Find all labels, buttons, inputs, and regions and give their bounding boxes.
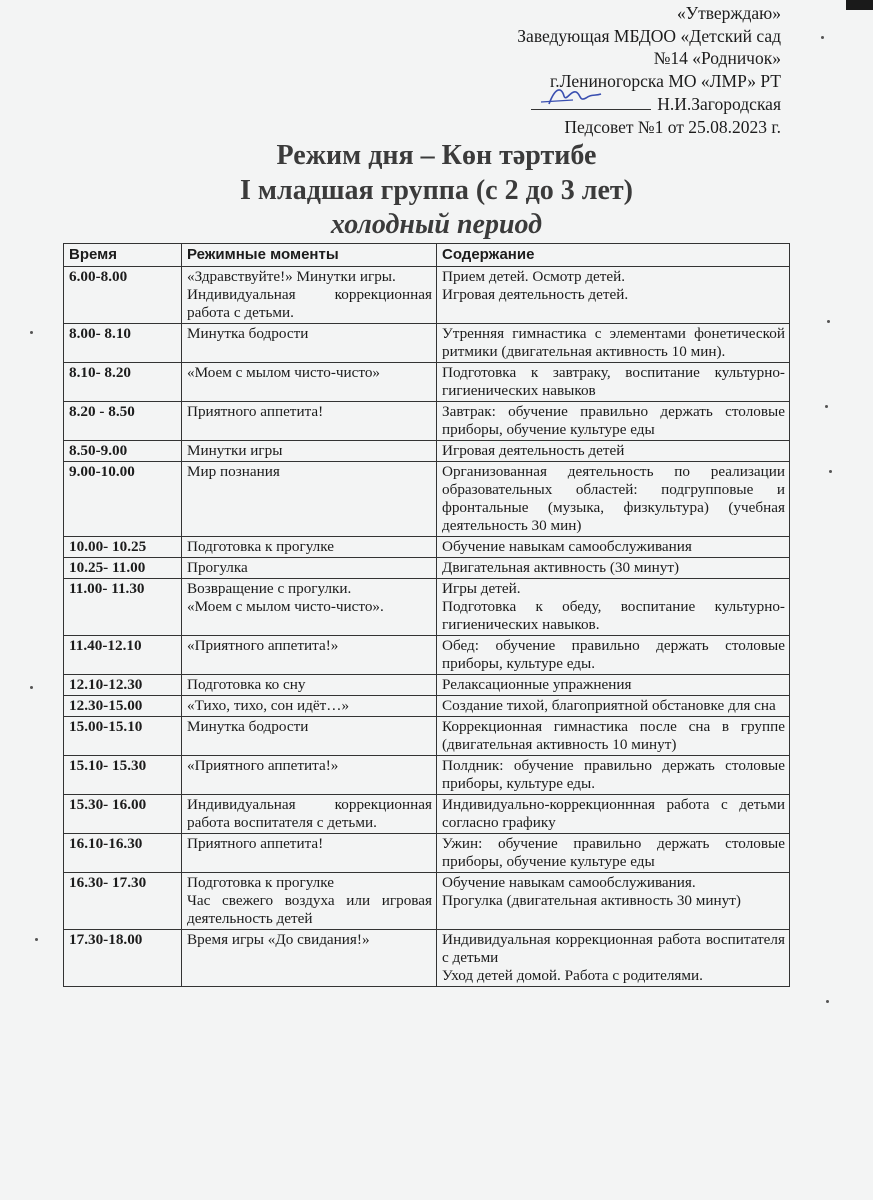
- table-row: [64, 636, 790, 675]
- time-cell: 8.20 - 8.50: [64, 402, 182, 441]
- time-cell: 6.00-8.00: [64, 267, 182, 324]
- moment-cell-line: «Здравствуйте!» Минутки игры.: [187, 268, 396, 285]
- moment-cell-line: Приятного аппетита!: [187, 403, 324, 420]
- moment-cell: [182, 537, 437, 558]
- content-cell-line: Подготовка к обеду, воспитание культурно-гигиенических навыков.: [442, 598, 785, 633]
- table-row: [64, 363, 790, 402]
- moment-cell-line: Индивидуальная коррекционная работа воспитателя с детьми.: [187, 796, 432, 831]
- time-cell: 11.40-12.10: [64, 636, 182, 675]
- approval-block: [517, 2, 781, 138]
- moment-cell-line: Подготовка ко сну: [187, 676, 306, 693]
- signatory-name: Н.И.Загородская: [657, 94, 781, 114]
- table-row: [64, 696, 790, 717]
- table-header-row: [64, 244, 790, 267]
- time-cell: 16.10-16.30: [64, 834, 182, 873]
- table-row: [64, 267, 790, 324]
- content-cell-line: Подготовка к завтраку, воспитание культурно-гигиенических навыков: [442, 364, 785, 399]
- moment-cell-line: Индивидуальная коррекционная работа с детьми.: [187, 286, 432, 321]
- table-row: [64, 537, 790, 558]
- column-header-time: Время: [64, 244, 182, 267]
- page-title: Режим дня – Көн тәртибе: [276, 140, 597, 171]
- table-row: [64, 873, 790, 930]
- content-cell: [437, 462, 790, 537]
- table-row: [64, 558, 790, 579]
- content-cell: [437, 441, 790, 462]
- moment-cell-line: «Приятного аппетита!»: [187, 637, 339, 654]
- period-title: холодный период: [330, 209, 543, 240]
- moment-cell: [182, 834, 437, 873]
- moment-cell-line: Мир познания: [187, 463, 280, 480]
- table-row: [64, 402, 790, 441]
- time-cell: 15.10- 15.30: [64, 756, 182, 795]
- time-cell: 10.00- 10.25: [64, 537, 182, 558]
- moment-cell: [182, 363, 437, 402]
- content-cell-line: Прогулка (двигательная активность 30 минут): [442, 892, 741, 909]
- moment-cell-line: «Моем с мылом чисто-чисто».: [187, 598, 384, 615]
- approval-signature-line: [517, 92, 781, 116]
- content-cell: [437, 267, 790, 324]
- moment-cell: [182, 402, 437, 441]
- time-cell: 8.00- 8.10: [64, 324, 182, 363]
- moment-cell: [182, 795, 437, 834]
- moment-cell: [182, 930, 437, 987]
- table-row: [64, 756, 790, 795]
- table-row: [64, 834, 790, 873]
- content-cell-line: Обучение навыкам самообслуживания.: [442, 874, 696, 891]
- time-cell: 10.25- 11.00: [64, 558, 182, 579]
- content-cell: [437, 579, 790, 636]
- content-cell-line: Игровая деятельность детей: [442, 442, 625, 459]
- moment-cell-line: Время игры «До свидания!»: [187, 931, 370, 948]
- schedule-table: [63, 243, 790, 987]
- signature-underline: [531, 92, 651, 110]
- content-cell: [437, 717, 790, 756]
- table-row: [64, 930, 790, 987]
- time-cell: 15.00-15.10: [64, 717, 182, 756]
- time-cell: 11.00- 11.30: [64, 579, 182, 636]
- moment-cell-line: Прогулка: [187, 559, 248, 576]
- moment-cell-line: Подготовка к прогулке: [187, 874, 334, 891]
- content-cell-line: Создание тихой, благоприятной обстановке для сна: [442, 697, 776, 714]
- moment-cell-line: «Моем с мылом чисто-чисто»: [187, 364, 381, 381]
- content-cell-line: Коррекционная гимнастика после сна в группе (двигательная активность 10 минут): [442, 718, 785, 753]
- table-row: [64, 675, 790, 696]
- moment-cell: [182, 873, 437, 930]
- table-row: [64, 717, 790, 756]
- content-cell-line: Организованная деятельность по реализации образовательных областей: подгрупповые и фронтальные (музыка, физкультура) (учебная деятельность 30 мин): [442, 463, 785, 534]
- content-cell-line: Утренняя гимнастика с элементами фонетической ритмики (двигательная активность 10 мин).: [442, 325, 785, 360]
- content-cell: [437, 873, 790, 930]
- moment-cell-line: «Приятного аппетита!»: [187, 757, 339, 774]
- content-cell-line: Полдник: обучение правильно держать столовые приборы, культуре еды.: [442, 757, 785, 792]
- scan-corner-mark: [846, 0, 873, 10]
- content-cell-line: Индивидуально-коррекционнная работа с детьми согласно графику: [442, 796, 785, 831]
- table-row: [64, 462, 790, 537]
- moment-cell: [182, 441, 437, 462]
- table-row: [64, 579, 790, 636]
- time-cell: 8.50-9.00: [64, 441, 182, 462]
- content-cell: [437, 930, 790, 987]
- moment-cell-line: Минутка бодрости: [187, 718, 309, 735]
- moment-cell: [182, 636, 437, 675]
- table-row: [64, 324, 790, 363]
- approval-council: Педсовет №1 от 25.08.2023 г.: [564, 116, 781, 137]
- time-cell: 17.30-18.00: [64, 930, 182, 987]
- content-cell-line: Прием детей. Осмотр детей.: [442, 268, 626, 285]
- moment-cell-line: Подготовка к прогулке: [187, 538, 334, 555]
- content-cell: [437, 558, 790, 579]
- column-header-content: Содержание: [437, 244, 790, 267]
- moment-cell: [182, 558, 437, 579]
- group-title: I младшая группа (с 2 до 3 лет): [240, 175, 633, 206]
- content-cell-line: Обучение навыкам самообслуживания: [442, 538, 692, 555]
- content-cell-line: Завтрак: обучение правильно держать столовые приборы, обучение культуре еды: [442, 403, 785, 438]
- moment-cell-line: Час свежего воздуха или игровая деятельность детей: [187, 892, 432, 927]
- content-cell-line: Уход детей домой. Работа с родителями.: [442, 967, 703, 984]
- handwritten-signature: [531, 82, 621, 110]
- content-cell-line: Ужин: обучение правильно держать столовые приборы, обучение культуре еды: [442, 835, 785, 870]
- time-cell: 16.30- 17.30: [64, 873, 182, 930]
- content-cell: [437, 834, 790, 873]
- approval-heading: «Утверждаю»: [676, 3, 781, 23]
- time-cell: 12.30-15.00: [64, 696, 182, 717]
- content-cell-line: Игровая деятельность детей.: [442, 286, 629, 303]
- column-header-moments: Режимные моменты: [182, 244, 437, 267]
- moment-cell: [182, 675, 437, 696]
- content-cell: [437, 363, 790, 402]
- table-row: [64, 795, 790, 834]
- moment-cell: [182, 756, 437, 795]
- content-cell: [437, 756, 790, 795]
- approval-city: г.Лениногорска МО «ЛМР» РТ: [549, 70, 781, 91]
- content-cell: [437, 324, 790, 363]
- moment-cell: [182, 696, 437, 717]
- moment-cell-line: Минутки игры: [187, 442, 283, 459]
- moment-cell-line: Возвращение с прогулки.: [187, 580, 352, 597]
- table-row: [64, 441, 790, 462]
- content-cell: [437, 537, 790, 558]
- moment-cell: [182, 579, 437, 636]
- content-cell-line: Игры детей.: [442, 580, 521, 597]
- moment-cell: [182, 717, 437, 756]
- moment-cell: [182, 267, 437, 324]
- content-cell: [437, 696, 790, 717]
- moment-cell: [182, 324, 437, 363]
- content-cell-line: Релаксационные упражнения: [442, 676, 632, 693]
- time-cell: 9.00-10.00: [64, 462, 182, 537]
- content-cell: [437, 402, 790, 441]
- time-cell: 8.10- 8.20: [64, 363, 182, 402]
- content-cell: [437, 675, 790, 696]
- moment-cell-line: «Тихо, тихо, сон идёт…»: [187, 697, 350, 714]
- moment-cell-line: Приятного аппетита!: [187, 835, 324, 852]
- moment-cell: [182, 462, 437, 537]
- schedule-body: [64, 267, 790, 987]
- moment-cell-line: Минутка бодрости: [187, 325, 309, 342]
- content-cell-line: Индивидуальная коррекционная работа воспитателя с детьми: [442, 931, 785, 966]
- content-cell-line: Двигательная активность (30 минут): [442, 559, 680, 576]
- content-cell-line: Обед: обучение правильно держать столовые приборы, культуре еды.: [442, 637, 785, 672]
- approval-kindergarten: №14 «Родничок»: [653, 48, 781, 68]
- time-cell: 15.30- 16.00: [64, 795, 182, 834]
- approval-position: Заведующая МБДОО «Детский сад: [517, 25, 781, 46]
- content-cell: [437, 795, 790, 834]
- time-cell: 12.10-12.30: [64, 675, 182, 696]
- content-cell: [437, 636, 790, 675]
